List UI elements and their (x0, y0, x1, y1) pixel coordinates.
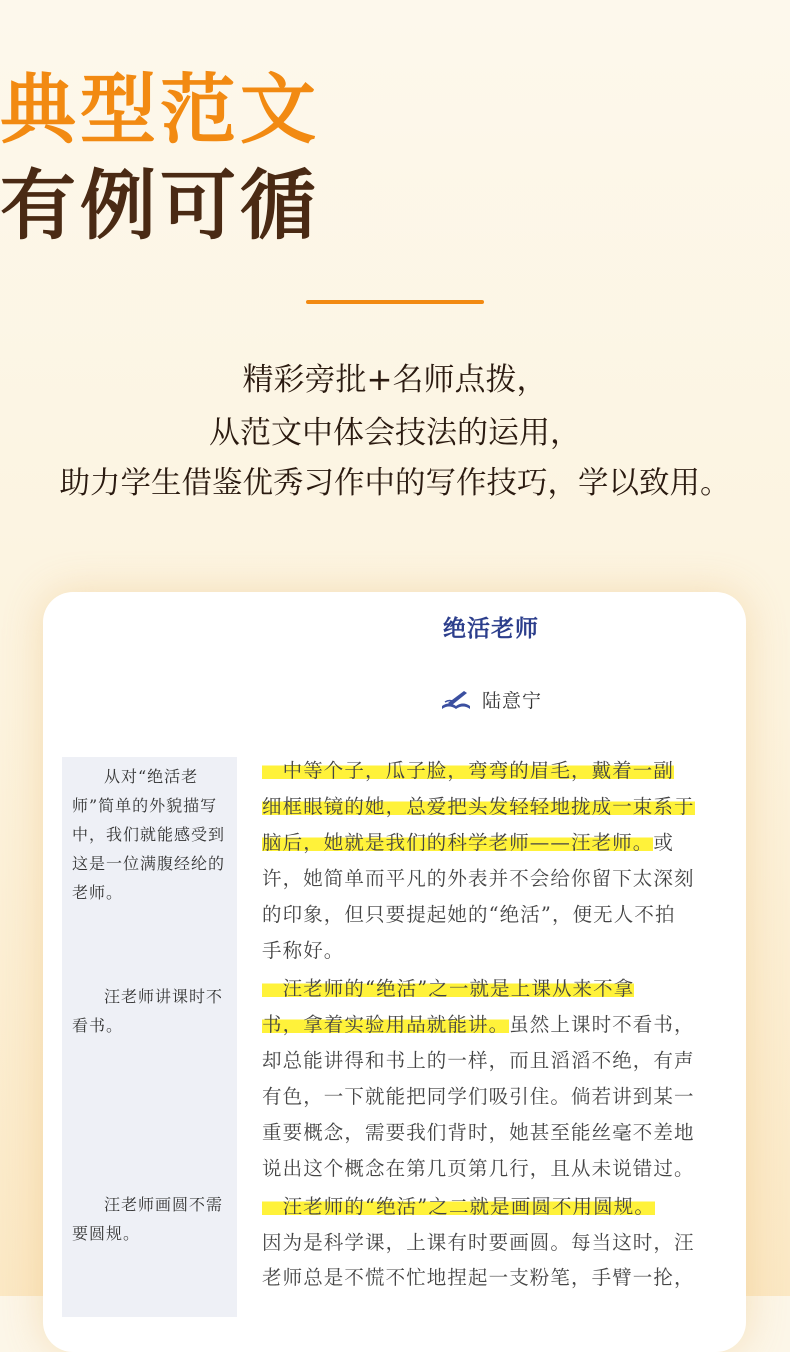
side-note: 汪老师讲课时不看书。 (72, 987, 224, 1035)
essay-line (262, 897, 676, 933)
side-note: 从对“绝活老师”简单的外貌描写中，我们就能感受到这是一位满腹经纶的老师。 (72, 767, 226, 902)
essay-line (262, 933, 344, 969)
highlighted-text: 中等个子，瓜子脸，弯弯的眉毛，戴着一副 (262, 759, 675, 782)
essay-line (262, 1225, 695, 1261)
essay-line (262, 1189, 655, 1225)
essay-line (262, 1079, 695, 1115)
side-note: 汪老师画圆不需要圆规。 (72, 1195, 224, 1243)
highlighted-text: 脑后，她就是我们的科学老师——汪老师。 (262, 831, 654, 854)
essay-title: 绝活老师 (443, 616, 539, 642)
highlighted-text: 汪老师的“绝活”之二就是画圆不用圆规。 (262, 1195, 655, 1218)
essay-line (262, 1151, 695, 1187)
essay-line (262, 825, 674, 861)
tagline-line-1: 精彩旁批+名师点拨， (242, 362, 548, 398)
essay-line (262, 971, 634, 1007)
essay-line (262, 1115, 695, 1151)
essay-line (262, 1260, 695, 1296)
plain-text: 有色，一下就能把同学们吸引住。倘若讲到某一 (262, 1085, 695, 1108)
essay-line (262, 1007, 695, 1043)
hero-title-1: 典型范文 (0, 65, 320, 154)
highlighted-text: 细框眼镜的她，总爱把头发轻轻地拢成一束系于 (262, 795, 695, 818)
plain-text: 因为是科学课，上课有时要画圆。每当这时，汪 (262, 1231, 695, 1254)
essay-line (262, 861, 695, 897)
plain-text: 许，她简单而平凡的外表并不会给你留下太深刻 (262, 867, 695, 890)
plain-text: 的印象，但只要提起她的“绝活”，便无人不拍 (262, 903, 676, 926)
essay-line (262, 753, 674, 789)
plain-text: 虽然上课时不看书， (509, 1013, 695, 1036)
tagline-line-3: 助力学生借鉴优秀习作中的写作技巧，学以致用。 (59, 466, 731, 501)
plain-text: 手称好。 (262, 939, 345, 962)
hero-title-2: 有例可循 (0, 161, 320, 250)
author-row (440, 686, 542, 713)
plain-text: 或 (653, 831, 675, 854)
essay-line (262, 789, 695, 825)
plain-text: 重要概念，需要我们背时，她甚至能丝毫不差地 (262, 1121, 695, 1144)
author-name: 陆意宁 (482, 690, 543, 712)
highlighted-text: 书，拿着实验用品就能讲。 (262, 1013, 510, 1036)
hero-divider (306, 300, 484, 304)
plain-text: 说出这个概念在第几页第几行，且从未说错过。 (262, 1157, 695, 1180)
plain-text: 却总能讲得和书上的一样，而且滔滔不绝，有声 (262, 1049, 695, 1072)
pen-book-icon (440, 688, 472, 712)
plain-text: 老师总是不慌不忙地捏起一支粉笔，手臂一抡， (262, 1266, 695, 1289)
tagline-line-2: 从范文中体会技法的运用， (209, 415, 581, 451)
essay-line (262, 1043, 695, 1079)
highlighted-text: 汪老师的“绝活”之一就是上课从来不拿 (262, 977, 635, 1000)
